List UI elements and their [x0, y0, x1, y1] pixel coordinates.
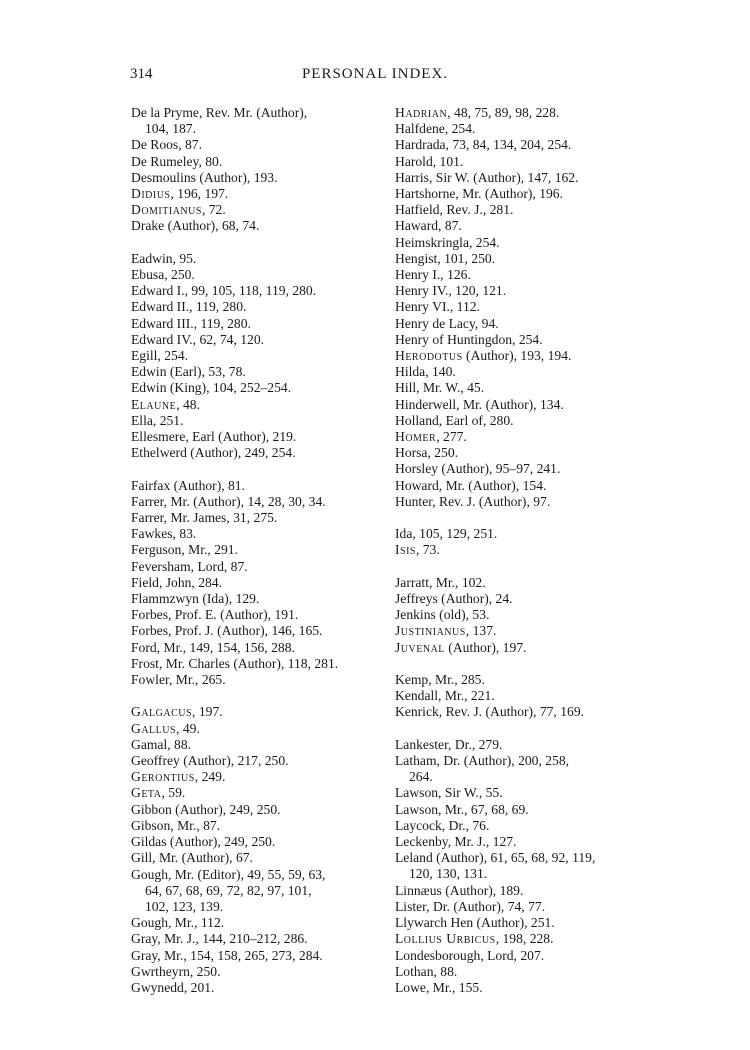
- index-entry: Harris, Sir W. (Author), 147, 162.: [395, 169, 579, 185]
- index-entry: Gwrtheyrn, 250.: [131, 963, 221, 979]
- index-entry: Gibson, Mr., 87.: [131, 817, 221, 833]
- small-caps-name: Didius: [131, 186, 171, 202]
- index-entry: De Roos, 87.: [131, 137, 202, 153]
- index-entry: Henry I., 126.: [395, 267, 471, 283]
- index-entry: Edward II., 119, 280.: [131, 299, 247, 315]
- index-entry: Linnæus (Author), 189.: [395, 882, 524, 898]
- index-entry: Hinderwell, Mr. (Author), 134.: [395, 396, 564, 412]
- index-entry: Jenkins (old), 53.: [395, 607, 490, 623]
- index-entry: Kendall, Mr., 221.: [395, 688, 495, 704]
- index-entry: Hunter, Rev. J. (Author), 97.: [395, 493, 551, 509]
- index-entry: Fawkes, 83.: [131, 526, 197, 542]
- small-caps-name: Elaune: [131, 396, 177, 412]
- index-entry: Gough, Mr. (Editor), 49, 55, 59, 63,: [131, 866, 326, 882]
- small-caps-name: Homer: [395, 429, 437, 445]
- index-entry: Hatfield, Rev. J., 281.: [395, 202, 514, 218]
- index-entry: Feversham, Lord, 87.: [131, 558, 248, 574]
- index-entry: Justinianus, 137.: [395, 623, 497, 639]
- index-entry-continuation: 102, 123, 139.: [145, 898, 224, 914]
- index-entry: Desmoulins (Author), 193.: [131, 169, 278, 185]
- index-column-left: [131, 105, 376, 996]
- index-entry: Llywarch Hen (Author), 251.: [395, 915, 555, 931]
- index-column-right: [395, 105, 640, 996]
- index-entry-continuation: 264.: [409, 769, 433, 785]
- index-entry: Gallus, 49.: [131, 720, 200, 736]
- index-entry: Jeffreys (Author), 24.: [395, 591, 513, 607]
- small-caps-name: Isis: [395, 542, 416, 558]
- index-entry: Forbes, Prof. J. (Author), 146, 165.: [131, 623, 323, 639]
- index-entry: Edward III., 119, 280.: [131, 315, 251, 331]
- index-entry: Hadrian, 48, 75, 89, 98, 228.: [395, 105, 560, 120]
- index-entry: Halfdene, 254.: [395, 121, 476, 137]
- index-entry: Domitianus, 72.: [131, 202, 226, 218]
- index-entry: Hilda, 140.: [395, 364, 456, 380]
- index-entry: Lothan, 88.: [395, 963, 458, 979]
- index-entry: Hengist, 101, 250.: [395, 250, 496, 266]
- index-entry: Gill, Mr. (Author), 67.: [131, 850, 253, 866]
- index-entry: Gamal, 88.: [131, 736, 192, 752]
- index-entry: Galgacus, 197.: [131, 704, 223, 720]
- index-entry: Didius, 196, 197.: [131, 186, 229, 202]
- index-entry: Ford, Mr., 149, 154, 156, 288.: [131, 639, 295, 655]
- index-entry: Egill, 254.: [131, 348, 189, 364]
- index-entry: Henry of Huntingdon, 254.: [395, 331, 543, 347]
- index-entry: Laycock, Dr., 76.: [395, 817, 490, 833]
- page-header: [0, 66, 750, 88]
- index-entry: Horsa, 250.: [395, 445, 459, 461]
- index-entry: Field, John, 284.: [131, 574, 223, 590]
- index-entry: Gough, Mr., 112.: [131, 915, 225, 931]
- index-entry: Hartshorne, Mr. (Author), 196.: [395, 186, 564, 202]
- index-entry: Howard, Mr. (Author), 154.: [395, 477, 547, 493]
- index-entry: Frost, Mr. Charles (Author), 118, 281.: [131, 655, 339, 671]
- index-entry: Edwin (King), 104, 252–254.: [131, 380, 292, 396]
- index-entry-continuation: 64, 67, 68, 69, 72, 82, 97, 101,: [145, 882, 312, 898]
- index-entry: Gray, Mr. J., 144, 210–212, 286.: [131, 931, 308, 947]
- index-entry: Edwin (Earl), 53, 78.: [131, 364, 246, 380]
- index-entry: Lawson, Sir W., 55.: [395, 785, 503, 801]
- index-entry: Leland (Author), 61, 65, 68, 92, 119,: [395, 850, 596, 866]
- index-entry: Juvenal (Author), 197.: [395, 639, 527, 655]
- index-entry: Gerontius, 249.: [131, 769, 226, 785]
- index-entry: Edward IV., 62, 74, 120.: [131, 331, 265, 347]
- index-entry: Edward I., 99, 105, 118, 119, 280.: [131, 283, 317, 299]
- index-entry: Farrer, Mr. James, 31, 275.: [131, 510, 278, 526]
- index-entry: Herodotus (Author), 193, 194.: [395, 348, 572, 364]
- index-entry: Holland, Earl of, 280.: [395, 412, 514, 428]
- index-entry: Lister, Dr. (Author), 74, 77.: [395, 898, 546, 914]
- index-entry: Gibbon (Author), 249, 250.: [131, 801, 281, 817]
- index-entry: Ebusa, 250.: [131, 267, 195, 283]
- small-caps-name: Herodotus: [395, 348, 463, 364]
- index-entry: Leckenby, Mr. J., 127.: [395, 834, 517, 850]
- index-entry: Lowe, Mr., 155.: [395, 979, 483, 995]
- index-entry: Elaune, 48.: [131, 396, 200, 412]
- index-entry: Lawson, Mr., 67, 68, 69.: [395, 801, 529, 817]
- index-entry-continuation: 104, 187.: [145, 121, 196, 137]
- index-entry: Henry VI., 112.: [395, 299, 480, 315]
- index-entry: Ethelwerd (Author), 249, 254.: [131, 445, 296, 461]
- small-caps-name: Lollius Urbicus: [395, 931, 496, 947]
- index-entry: Homer, 277.: [395, 429, 467, 445]
- index-entry: Hill, Mr. W., 45.: [395, 380, 485, 396]
- index-entry: Heimskringla, 254.: [395, 234, 500, 250]
- index-entry: Isis, 73.: [395, 542, 440, 558]
- index-entry: Ferguson, Mr., 291.: [131, 542, 238, 558]
- small-caps-name: Justinianus: [395, 623, 466, 639]
- page-number: 314: [130, 66, 153, 82]
- index-entry: Geoffrey (Author), 217, 250.: [131, 753, 289, 769]
- small-caps-name: Geta: [131, 785, 162, 801]
- index-entry: Hardrada, 73, 84, 134, 204, 254.: [395, 137, 572, 153]
- index-entry: Eadwin, 95.: [131, 250, 197, 266]
- running-title: PERSONAL INDEX.: [301, 66, 449, 82]
- index-entry: Ella, 251.: [131, 412, 184, 428]
- index-entry: Ellesmere, Earl (Author), 219.: [131, 429, 297, 445]
- index-entry: Jarratt, Mr., 102.: [395, 574, 486, 590]
- index-entry: Fairfax (Author), 81.: [131, 477, 246, 493]
- index-entry: De Rumeley, 80.: [131, 153, 223, 169]
- index-entry: Flammzwyn (Ida), 129.: [131, 591, 260, 607]
- index-entry: Henry de Lacy, 94.: [395, 315, 499, 331]
- small-caps-name: Hadrian: [395, 105, 448, 120]
- index-entry: Londesborough, Lord, 207.: [395, 947, 545, 963]
- index-entry: Latham, Dr. (Author), 200, 258,: [395, 753, 570, 769]
- index-entry: Henry IV., 120, 121.: [395, 283, 507, 299]
- small-caps-name: Juvenal: [395, 639, 445, 655]
- small-caps-name: Domitianus: [131, 202, 202, 218]
- small-caps-name: Gallus: [131, 720, 177, 736]
- index-entry: Haward, 87.: [395, 218, 462, 234]
- index-entry: Gildas (Author), 249, 250.: [131, 834, 276, 850]
- index-entry: Gray, Mr., 154, 158, 265, 273, 284.: [131, 947, 323, 963]
- small-caps-name: Galgacus: [131, 704, 193, 720]
- index-entry: Kemp, Mr., 285.: [395, 672, 485, 688]
- index-entry: Horsley (Author), 95–97, 241.: [395, 461, 561, 477]
- index-entry: Fowler, Mr., 265.: [131, 672, 226, 688]
- index-entry: Geta, 59.: [131, 785, 186, 801]
- index-entry: Lankester, Dr., 279.: [395, 736, 503, 752]
- index-entry: Ida, 105, 129, 251.: [395, 526, 498, 542]
- index-entry: Harold, 101.: [395, 153, 464, 169]
- index-entry: Gwynedd, 201.: [131, 979, 215, 995]
- index-entry: Lollius Urbicus, 198, 228.: [395, 931, 554, 947]
- index-entry: Farrer, Mr. (Author), 14, 28, 30, 34.: [131, 493, 326, 509]
- index-entry: Drake (Author), 68, 74.: [131, 218, 260, 234]
- index-entry: Forbes, Prof. E. (Author), 191.: [131, 607, 299, 623]
- small-caps-name: Gerontius: [131, 769, 195, 785]
- index-entry: Kenrick, Rev. J. (Author), 77, 169.: [395, 704, 585, 720]
- index-entry: De la Pryme, Rev. Mr. (Author),: [131, 105, 308, 120]
- index-entry-continuation: 120, 130, 131.: [409, 866, 488, 882]
